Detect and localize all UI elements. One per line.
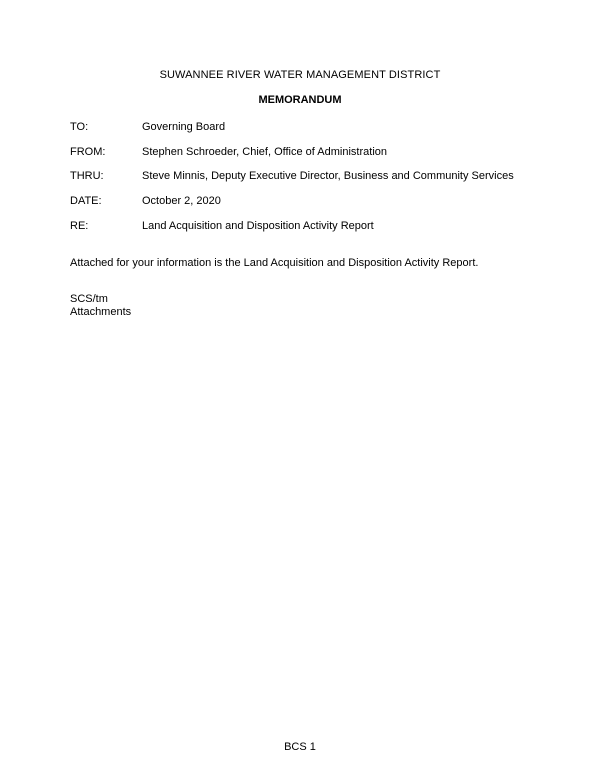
- memo-closing: [70, 293, 131, 319]
- date-field: [70, 195, 550, 211]
- re-field: [70, 220, 550, 236]
- memo-title: MEMORANDUM: [258, 94, 342, 106]
- re-value: Land Acquisition and Disposition Activity Report: [142, 220, 374, 232]
- organization-name: SUWANNEE RIVER WATER MANAGEMENT DISTRICT: [159, 69, 441, 81]
- re-label: RE:: [70, 220, 89, 232]
- date-value: October 2, 2020: [142, 195, 221, 207]
- from-value: Stephen Schroeder, Chief, Office of Administration: [142, 146, 387, 158]
- date-label: DATE:: [70, 195, 102, 207]
- from-field: [70, 146, 550, 162]
- to-value: Governing Board: [142, 121, 226, 133]
- thru-label: THRU:: [70, 170, 104, 182]
- from-label: FROM:: [70, 146, 106, 158]
- memo-body: Attached for your information is the Land Acquisition and Disposition Activity Report.: [70, 257, 479, 269]
- thru-value: Steve Minnis, Deputy Executive Director, Business and Community Services: [142, 170, 514, 182]
- attachments-note: Attachments: [70, 306, 132, 318]
- to-field: [70, 121, 550, 137]
- page-label: BCS 1: [284, 741, 316, 753]
- initials: SCS/tm: [70, 293, 108, 305]
- thru-field: [70, 170, 550, 186]
- to-label: TO:: [70, 121, 89, 133]
